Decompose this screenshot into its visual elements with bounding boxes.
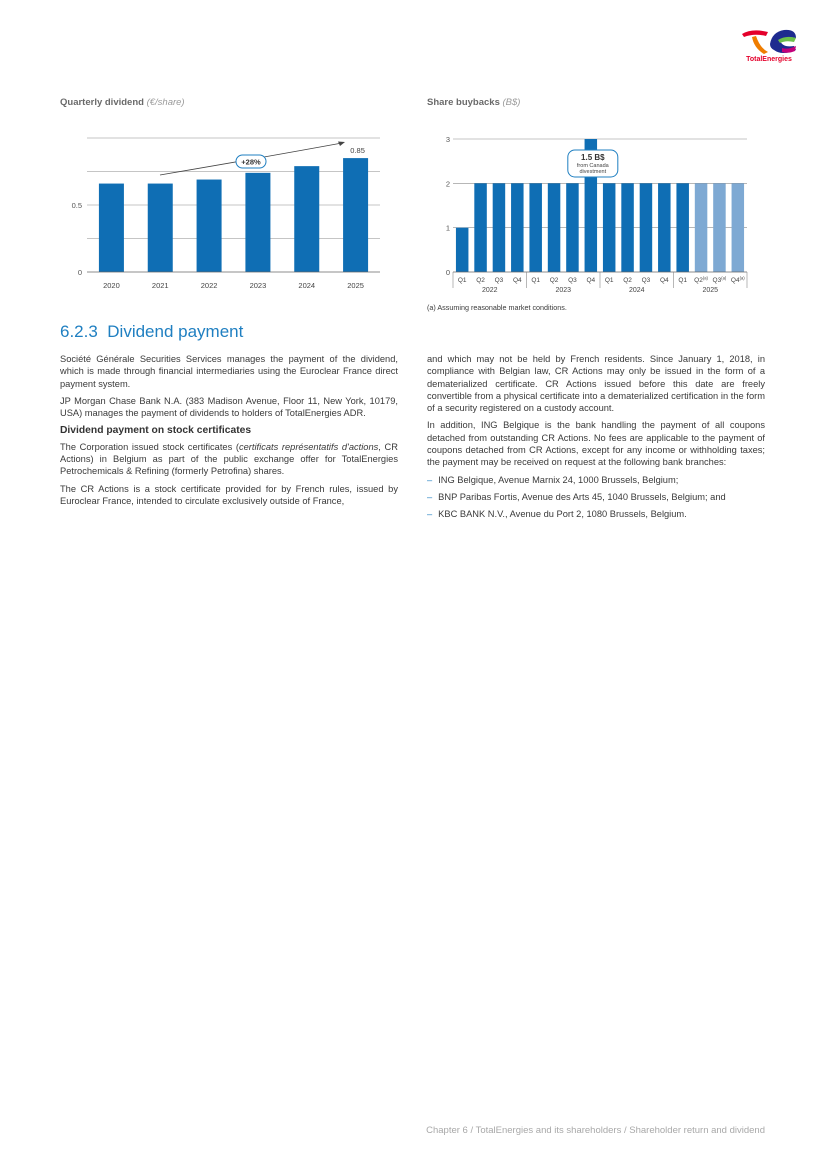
x-tick-label: Q2$^{(a)}$ <box>694 275 708 284</box>
bar <box>474 183 487 272</box>
x-tick-label: Q4 <box>659 277 669 284</box>
text-run: The Corporation issued stock certificates ( <box>60 441 239 452</box>
bank-branch-list <box>427 474 765 521</box>
x-tick-label: Q2 <box>623 277 632 284</box>
paragraph: The CR Actions is a stock certificate provided for by French rules, issued by Euroclear France, intended to circulate exclusively outside of France, <box>60 483 398 506</box>
group-label: 2023 <box>555 287 572 294</box>
bar <box>245 173 270 272</box>
group-label: 2025 <box>702 287 719 294</box>
bar <box>148 184 173 272</box>
x-tick-label: 2025 <box>347 281 364 290</box>
logo-mark-icon <box>738 24 800 56</box>
x-tick-superscript: (a) <box>721 275 727 281</box>
y-tick-label: 3 <box>445 135 450 144</box>
x-tick-label: Q2 <box>476 277 485 284</box>
list-item <box>427 508 765 520</box>
bar <box>456 228 469 272</box>
data-label: 0.85 <box>350 146 365 156</box>
bar <box>511 183 524 272</box>
bar <box>566 183 579 272</box>
x-tick-label: Q3 <box>641 277 651 284</box>
logo-wordmark: TotalEnergies <box>746 56 792 63</box>
bar <box>197 180 222 272</box>
bar <box>343 158 368 272</box>
y-tick-label: 0 <box>445 268 450 277</box>
paragraph: In addition, ING Belgique is the bank handling the payment of all coupons detached from outstanding CR Actions. No fees are applicable to the payment of coupons detached from CR Actions, except for any income or withholding taxes; the payment may be received on request at the following bank branches: <box>427 420 765 468</box>
x-tick-superscript: (a) <box>702 275 708 281</box>
paragraph: and which may not be held by French residents. Since January 1, 2018, in compliance with Belgian law, CR Actions may only be issued in the form of a dematerialized certificate. CR Actions issued before this date are freely convertible from a physical certificate into a dematerialized certification in the form of a security registered on a custody account. <box>427 354 765 414</box>
x-tick-label: 2021 <box>151 281 169 290</box>
bar <box>658 183 671 272</box>
text-run-italic: certificats représentatifs d'actions <box>238 441 379 452</box>
buyback-chart <box>440 126 760 298</box>
bar <box>695 183 708 272</box>
x-tick-label: Q1 <box>531 277 541 284</box>
buyback-chart-title-text: Share buybacks <box>427 97 500 108</box>
x-tick-label: Q3 <box>568 277 577 284</box>
x-tick-superscript: (a) <box>739 275 745 281</box>
list-item-text: KBC BANK N.V., Avenue du Port 2, 1080 Brussels, Belgium. <box>438 509 687 520</box>
section-title-text: Dividend payment <box>107 322 244 341</box>
subsection-heading: Dividend payment on stock certificates <box>60 425 252 437</box>
bar <box>621 183 634 272</box>
bar <box>640 183 653 272</box>
bar <box>548 183 561 272</box>
dividend-chart-title-text: Quarterly dividend <box>60 97 144 108</box>
dash-bullet: – <box>427 474 433 485</box>
x-tick-label: Q4 <box>586 277 596 284</box>
section-title <box>60 322 243 342</box>
list-item-text: BNP Paribas Fortis, Avenue des Arts 45, 1040 Brussels, Belgium; and <box>438 491 726 502</box>
dividend-chart-unit: (€/share) <box>146 97 185 108</box>
y-tick-label: 0.5 <box>71 201 82 210</box>
paragraph <box>60 441 398 478</box>
bar <box>732 183 745 272</box>
callout-text: from Canada <box>576 163 609 169</box>
x-tick-label: 2022 <box>200 281 218 290</box>
bar <box>99 184 124 272</box>
left-column <box>60 353 398 512</box>
dividend-chart-title <box>60 97 185 108</box>
x-tick-label: Q3$^{(a)}$ <box>712 275 727 284</box>
y-tick-label: 2 <box>445 179 450 189</box>
x-tick-label: Q2 <box>549 277 559 284</box>
x-tick-label: 2024 <box>298 281 316 290</box>
callout-text: divestment <box>579 169 607 175</box>
dash-bullet: – <box>427 509 433 520</box>
text-run: , CR Actions) in Belgium as part of the public exchange offer for TotalEnergies Petrochemicals & Refining (formerly Petrofina) shares. <box>60 441 398 477</box>
bar <box>713 183 726 272</box>
buyback-chart-unit: (B$) <box>502 97 521 108</box>
x-tick-label: 2023 <box>249 281 267 290</box>
bar <box>294 166 319 272</box>
annotation-label: +28% <box>241 157 261 167</box>
list-item <box>427 474 765 486</box>
x-tick-label: 2020 <box>103 281 120 290</box>
buyback-footnote: (a) Assuming reasonable market conditions. <box>427 303 567 312</box>
bar <box>676 183 689 272</box>
x-tick-label: Q1 <box>604 277 614 284</box>
x-tick-label: Q1 <box>678 277 688 284</box>
list-item-text: ING Belgique, Avenue Marnix 24, 1000 Brussels, Belgium; <box>438 474 679 485</box>
callout-value: 1.5 B$ <box>581 153 605 162</box>
paragraph: Société Générale Securities Services manages the payment of the dividend, which is made through financial intermediaries using the Euroclear France direct payment system. <box>60 354 398 389</box>
y-tick-label: 0 <box>77 268 82 277</box>
totalenergies-logo <box>738 24 800 68</box>
group-label: 2024 <box>628 287 645 294</box>
dash-bullet: – <box>427 491 433 502</box>
x-tick-label: Q3 <box>494 277 504 284</box>
x-tick-label: Q4$^{(a)}$ <box>730 275 745 284</box>
group-label: 2022 <box>481 287 498 294</box>
dividend-chart <box>60 126 390 296</box>
y-tick-label: 1 <box>445 223 450 233</box>
buyback-chart-title <box>427 97 520 108</box>
list-item <box>427 491 765 503</box>
right-column <box>427 353 765 526</box>
section-number: 6.2.3 <box>60 322 98 341</box>
bar <box>603 183 616 272</box>
page-footer: Chapter 6 / TotalEnergies and its shareholders / Shareholder return and dividend <box>426 1125 765 1136</box>
bar <box>529 183 542 272</box>
x-tick-label: Q4 <box>512 277 522 284</box>
paragraph: JP Morgan Chase Bank N.A. (383 Madison Avenue, Floor 11, New York, 10179, USA) manages the payment of dividends to holders of TotalEnergies ADR. <box>60 395 398 419</box>
x-tick-label: Q1 <box>457 277 467 284</box>
bar <box>493 183 506 272</box>
trend-arrowhead <box>338 142 345 147</box>
